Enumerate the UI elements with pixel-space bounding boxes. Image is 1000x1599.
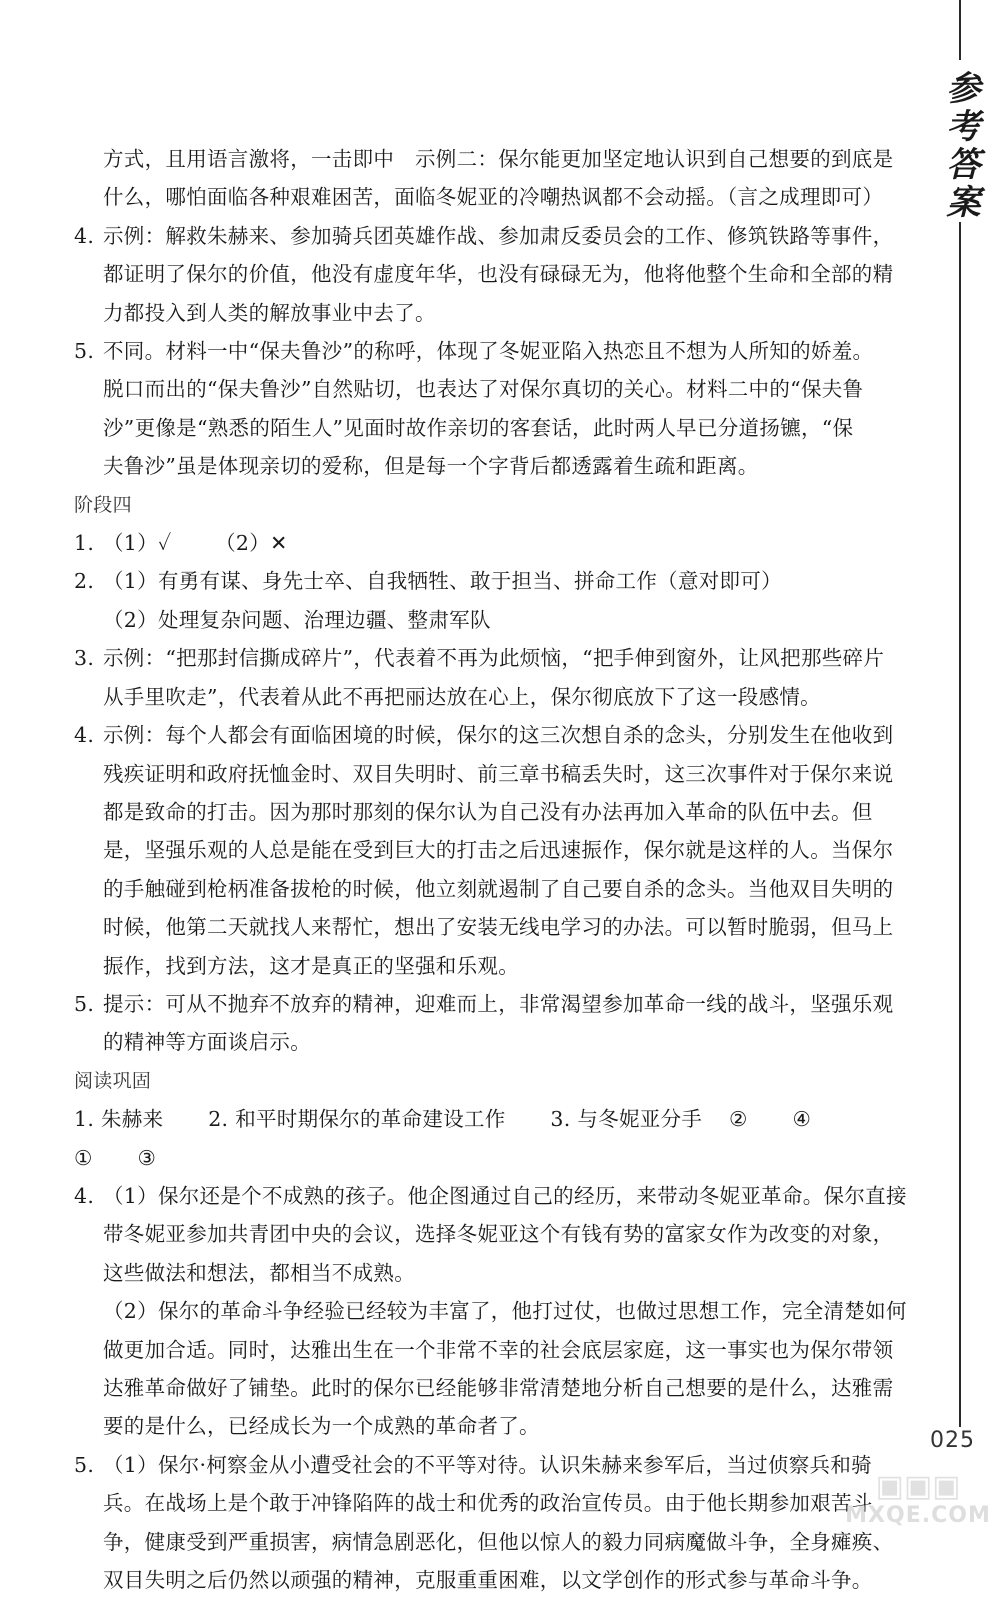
stage4-item-4: [74, 716, 908, 985]
text-line: 双目失明之后仍然以顽强的精神，克服重重困难，以文学创作的形式参与革命斗争。: [103, 1568, 873, 1593]
text-line: 残疾证明和政府抚恤金时、双目失明时、前三章书稿丢失时，这三次事件对于保尔来说: [103, 761, 894, 786]
answer-continuation: [74, 140, 908, 217]
text-line: [103, 524, 908, 562]
answer-part: （2）✕: [215, 531, 288, 556]
text-line: 争，健康受到严重损害，病情急剧恶化，但他以惊人的毅力同病魔做斗争，全身瘫痪、: [103, 1529, 894, 1554]
text-line: （2）处理复杂问题、治理边疆、整肃军队: [103, 607, 491, 632]
item-number: 5.: [74, 1452, 95, 1477]
order-mark: ④: [792, 1107, 812, 1132]
item-number: 1.: [74, 531, 95, 556]
short-answer: 1. 朱赫来: [74, 1107, 164, 1132]
text-line: 都证明了保尔的价值，他没有虚度年华，也没有碌碌无为，他将他整个生命和全部的精: [103, 262, 894, 287]
short-answer: 3. 与冬妮亚分手: [550, 1107, 703, 1132]
item-number: 4.: [74, 1183, 95, 1208]
text-line: 示例：每个人都会有面临困境的时候，保尔的这三次想自杀的念头，分别发生在他收到: [103, 723, 894, 748]
text-line: 做更加合适。同时，达雅出生在一个非常不幸的社会底层家庭，这一事实也为保尔带领: [103, 1337, 894, 1362]
short-answers-row: [74, 1100, 908, 1177]
consolidation-item-4: [74, 1177, 908, 1446]
answer-item-5: [74, 332, 908, 486]
text-line: 从手里吹走”，代表着从此不再把丽达放在心上，保尔彻底放下了这一段感情。: [103, 684, 821, 709]
text-line: 这些做法和想法，都相当不成熟。: [103, 1260, 415, 1285]
item-number: 3.: [74, 646, 95, 671]
stage4-item-5: [74, 985, 908, 1062]
text-line: 时候，他第二天就找人来帮忙，想出了安装无线电学习的办法。可以暂时脆弱，但马上: [103, 915, 894, 940]
text-line: 提示：可从不抛弃不放弃的精神，迎难而上，非常渴望参加革命一线的战斗，坚强乐观: [103, 991, 894, 1016]
short-answer: 2. 和平时期保尔的革命建设工作: [208, 1107, 506, 1132]
text-line: 是，坚强乐观的人总是能在受到巨大的打击之后迅速振作，保尔就是这样的人。当保尔: [103, 838, 894, 863]
text-line: 什么，哪怕面临各种艰难困苦，面临冬妮亚的冷嘲热讽都不会动摇。（言之成理即可）: [103, 185, 884, 210]
watermark: [838, 1470, 998, 1530]
text-line: 要的是什么，已经成长为一个成熟的革命者了。: [103, 1414, 540, 1439]
stage4-item-2: [74, 562, 908, 639]
text-line: 不同。材料一中“保夫鲁沙”的称呼，体现了冬妮亚陷入热恋且不想为人所知的娇羞。: [103, 339, 874, 364]
answer-item-4: [74, 217, 908, 332]
text-line: 示例：“把那封信撕成碎片”，代表着不再为此烦恼，“把手伸到窗外，让风把那些碎片: [103, 646, 885, 671]
stage4-item-3: [74, 639, 908, 716]
text-line: 兵。在战场上是个敢于冲锋陷阵的战士和优秀的政治宣传员。由于他长期参加艰苦斗: [103, 1491, 873, 1516]
text-line: 力都投入到人类的解放事业中去了。: [103, 300, 436, 325]
answer-part: （1）✓: [103, 531, 172, 556]
text-line: 达雅革命做好了铺垫。此时的保尔已经能够非常清楚地分析自己想要的是什么，达雅需: [103, 1376, 894, 1400]
watermark-logo-icon: ▣▣▣: [875, 1469, 961, 1504]
text-line: （2）保尔的革命斗争经验已经较为丰富了，他打过仗，也做过思想工作，完全清楚如何: [103, 1299, 907, 1324]
answer-content: [74, 140, 908, 1599]
section-heading: 阅读巩固: [74, 1069, 152, 1092]
order-mark: ②: [729, 1107, 748, 1132]
item-number: 2.: [74, 569, 95, 594]
item-number: 4.: [74, 223, 95, 248]
order-mark: ①: [74, 1145, 93, 1170]
text-line: 夫鲁沙”虽是体现亲切的爱称，但是每一个字背后都透露着生疏和距离。: [103, 454, 759, 479]
text-line: 沙”更像是“熟悉的陌生人”见面时故作亲切的客套话，此时两人早已分道扬镳，“保: [103, 415, 854, 440]
watermark-url: MXQE.COM: [845, 1503, 991, 1528]
side-title: 参考答案: [940, 70, 980, 222]
text-line: 的精神等方面谈启示。: [103, 1030, 311, 1055]
margin-rule: [959, 222, 961, 1427]
text-line: 示例：解救朱赫来、参加骑兵团英雄作战、参加肃反委员会的工作、修筑铁路等事件，: [103, 223, 894, 248]
text-line: 脱口而出的“保夫鲁沙”自然贴切，也表达了对保尔真切的关心。材料二中的“保夫鲁: [103, 377, 864, 402]
page-number: 025: [930, 1428, 975, 1453]
consolidation-item-5: [74, 1446, 908, 1599]
text-line: （1）保尔还是个不成熟的孩子。他企图通过自己的经历，来带动冬妮亚革命。保尔直接: [103, 1183, 907, 1208]
item-number: 4.: [74, 723, 95, 748]
text-line: 的手触碰到枪柄准备拔枪的时候，他立刻就遏制了自己要自杀的念头。当他双目失明的: [103, 876, 894, 901]
section-heading: 阶段四: [74, 493, 132, 516]
text-line: （1）保尔·柯察金从小遭受社会的不平等对待。认识朱赫来参军后，当过侦察兵和骑: [103, 1452, 872, 1477]
order-mark: ③: [137, 1145, 157, 1170]
text-line: （1）有勇有谋、身先士卒、自我牺牲、敢于担当、拼命工作（意对即可）: [103, 569, 782, 594]
text-line: 方式，且用语言激将，一击即中 示例二：保尔能更加坚定地认识到自己想要的到底是: [103, 147, 894, 171]
item-number: 5.: [74, 991, 95, 1016]
text-line: 都是致命的打击。因为那时那刻的保尔认为自己没有办法再加入革命的队伍中去。但: [103, 799, 873, 824]
margin-rule-top: [959, 0, 961, 60]
stage4-item-1: [74, 524, 908, 562]
item-number: 5.: [74, 339, 95, 364]
text-line: 带冬妮亚参加共青团中央的会议，选择冬妮亚这个有钱有势的富家女作为改变的对象，: [103, 1222, 894, 1247]
text-line: 振作，找到方法，这才是真正的坚强和乐观。: [103, 953, 519, 978]
